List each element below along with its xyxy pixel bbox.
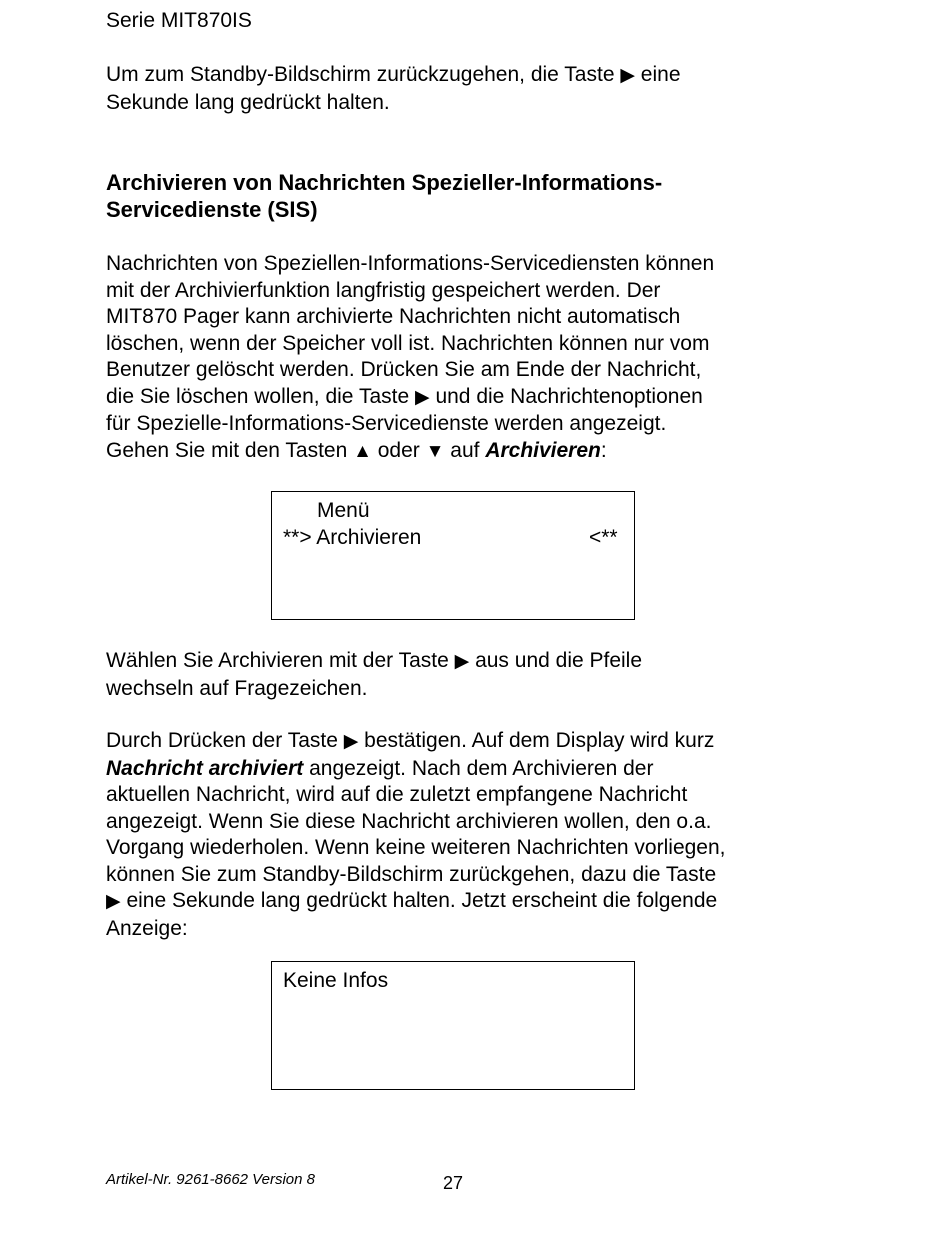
display-menu-selection-end: <** — [589, 526, 618, 549]
paragraph-line: für Spezielle-Informations-Servicedienste werden angezeigt. — [106, 412, 667, 435]
emphasis-nachricht-archiviert: Nachricht archiviert — [106, 756, 304, 780]
paragraph-line: können Sie zum Standby-Bildschirm zurückgehen, dazu die Taste — [106, 862, 717, 886]
intro-line-2: Sekunde lang gedrückt halten. — [106, 90, 390, 114]
right-arrow-key-icon: ▶ — [414, 386, 430, 408]
paragraph-confirm-archive — [106, 728, 806, 942]
paragraph-line: Nachrichten von Speziellen-Informations-Servicediensten können — [106, 252, 715, 275]
paragraph-line: Vorgang wiederholen. Wenn keine weiteren Nachrichten vorliegen, — [106, 836, 726, 859]
paragraph-select-archive — [106, 648, 806, 702]
pager-display-menu — [271, 491, 635, 620]
footer-article-number: Artikel-Nr. 9261-8662 Version 8 — [106, 1171, 315, 1188]
paragraph-line: Wählen Sie Archivieren mit der Taste ▶ aus und die Pfeile — [106, 649, 643, 672]
emphasis-archivieren: Archivieren — [485, 438, 601, 462]
intro-line-1: Um zum Standby-Bildschirm zurückzugehen, die Taste ▶ eine — [106, 63, 681, 86]
paragraph-line: ▶ eine Sekunde lang gedrückt halten. Jetzt erscheint die folgende — [106, 889, 718, 912]
paragraph-line: Durch Drücken der Taste ▶ bestätigen. Auf dem Display wird kurz — [106, 729, 715, 752]
down-arrow-key-icon: ▼ — [425, 440, 445, 462]
paragraph-line: Anzeige: — [106, 916, 188, 940]
right-arrow-key-icon: ▶ — [454, 651, 470, 672]
paragraph-line: aktuellen Nachricht, wird auf die zuletzt empfangene Nachricht — [106, 783, 688, 806]
paragraph-line: die Sie löschen wollen, die Taste ▶ und die Nachrichtenoptionen — [106, 384, 703, 408]
right-arrow-key-icon: ▶ — [343, 731, 359, 752]
up-arrow-key-icon: ▲ — [353, 440, 372, 462]
pager-display-no-info — [271, 961, 635, 1090]
right-arrow-key-icon: ▶ — [106, 891, 121, 912]
paragraph-line: löschen, wenn der Speicher voll ist. Nachrichten können nur vom — [106, 331, 710, 355]
right-arrow-key-icon: ▶ — [620, 65, 635, 86]
display-menu-selection: **> Archivieren — [283, 526, 422, 549]
paragraph-line: mit der Archivierfunktion langfristig gespeichert werden. Der — [106, 278, 661, 302]
paragraph-line: Nachricht archiviert angezeigt. Nach dem Archivieren der — [106, 756, 654, 780]
paragraph-line: MIT870 Pager kann archivierte Nachrichten nicht automatisch — [106, 305, 681, 328]
paragraph-line: angezeigt. Wenn Sie diese Nachricht archivieren wollen, den o.a. — [106, 809, 712, 833]
display-menu-title: Menü — [317, 499, 370, 522]
paragraph-line: wechseln auf Fragezeichen. — [106, 676, 368, 700]
paragraph-line: Benutzer gelöscht werden. Drücken Sie am Ende der Nachricht, — [106, 358, 702, 381]
paragraph-line: Gehen Sie mit den Tasten ▲ oder ▼ auf Archivieren: — [106, 438, 607, 462]
series-header: Serie MIT870IS — [106, 9, 252, 32]
page-number: 27 — [443, 1173, 464, 1193]
display-no-info-text: Keine Infos — [283, 969, 389, 992]
section-heading: Archivieren von Nachrichten Spezieller-Informations- Servicedienste (SIS) — [106, 170, 663, 222]
intro-paragraph — [106, 62, 806, 116]
paragraph-archive-intro — [106, 251, 806, 465]
